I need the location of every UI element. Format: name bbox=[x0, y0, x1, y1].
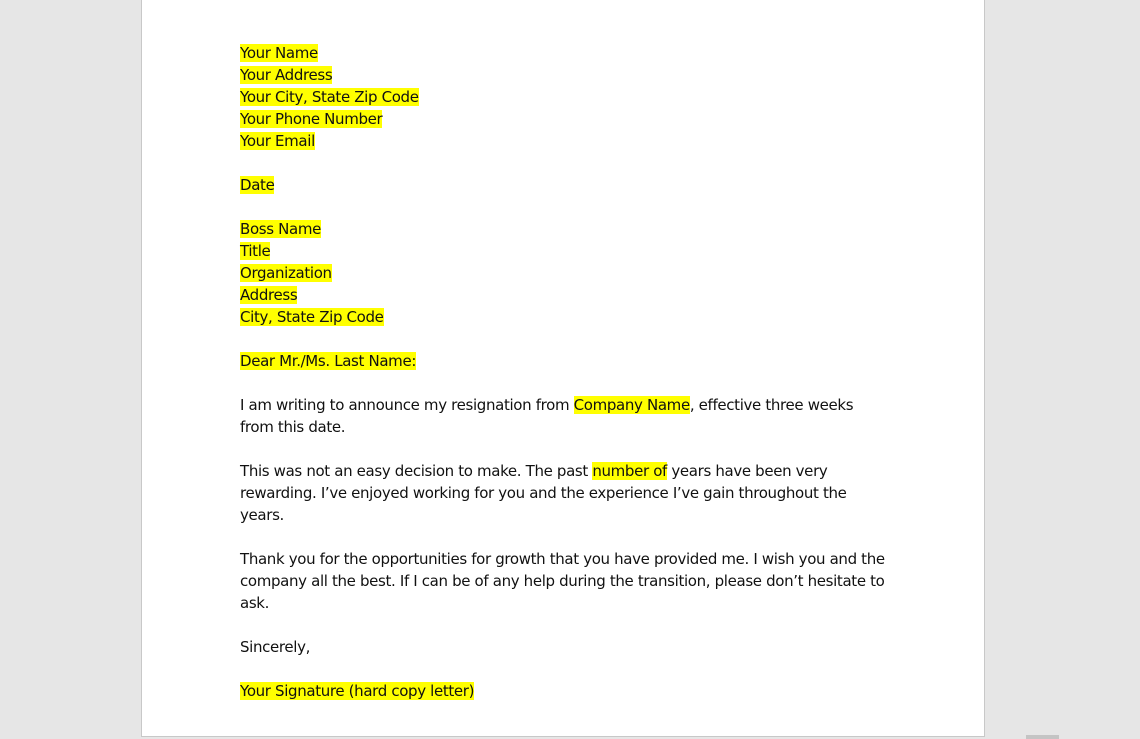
closing-line bbox=[240, 636, 890, 658]
company-name-highlight: Company Name bbox=[573, 396, 690, 414]
horizontal-scrollbar-thumb[interactable] bbox=[1026, 735, 1059, 739]
recipient-address: Address bbox=[240, 286, 298, 304]
recipient-block-line bbox=[240, 240, 890, 262]
recipient-block-line bbox=[240, 262, 890, 284]
letter-date: Date bbox=[240, 176, 275, 194]
sender-block-line bbox=[240, 86, 890, 108]
salutation-line bbox=[240, 350, 890, 372]
recipient-city-state-zip: City, State Zip Code bbox=[240, 308, 384, 326]
recipient-organization: Organization bbox=[240, 264, 332, 282]
signature-placeholder: Your Signature (hard copy letter) bbox=[240, 682, 475, 700]
recipient-name: Boss Name bbox=[240, 220, 321, 238]
signature-line bbox=[240, 680, 890, 702]
closing: Sincerely, bbox=[240, 638, 311, 656]
sender-block-line bbox=[240, 64, 890, 86]
paragraph2-before: This was not an easy decision to make. The past bbox=[240, 462, 593, 480]
document-page[interactable] bbox=[141, 0, 985, 737]
paragraph-announcement bbox=[240, 394, 890, 438]
blank-line bbox=[240, 372, 890, 394]
blank-line bbox=[240, 152, 890, 174]
sender-phone: Your Phone Number bbox=[240, 110, 383, 128]
recipient-block-line bbox=[240, 284, 890, 306]
paragraph1-after: , effective three weeks from this date. bbox=[240, 396, 854, 436]
sender-block-line bbox=[240, 108, 890, 130]
salutation: Dear Mr./Ms. Last Name: bbox=[240, 352, 417, 370]
sender-address: Your Address bbox=[240, 66, 333, 84]
recipient-block-line bbox=[240, 306, 890, 328]
blank-line bbox=[240, 328, 890, 350]
recipient-block-line bbox=[240, 218, 890, 240]
blank-line bbox=[240, 196, 890, 218]
paragraph-thanks: Thank you for the opportunities for growth that you have provided me. I wish you and the company all the best. If I can be of any help during the transition, please don’t hesitate to ask. bbox=[240, 550, 885, 612]
paragraph2-after: years have been very rewarding. I’ve enjoyed working for you and the experience I’ve gain throughout the years. bbox=[240, 462, 847, 524]
recipient-title: Title bbox=[240, 242, 271, 260]
date-line bbox=[240, 174, 890, 196]
paragraph-reflection bbox=[240, 460, 890, 526]
sender-city-state-zip: Your City, State Zip Code bbox=[240, 88, 419, 106]
sender-name: Your Name bbox=[240, 44, 318, 62]
letter-body[interactable] bbox=[240, 42, 890, 702]
sender-email: Your Email bbox=[240, 132, 315, 150]
blank-line bbox=[240, 658, 890, 680]
sender-block-line bbox=[240, 130, 890, 152]
sender-block-line bbox=[240, 42, 890, 64]
number-of-years-highlight: number of bbox=[592, 462, 667, 480]
paragraph1-before: I am writing to announce my resignation from bbox=[240, 396, 574, 414]
